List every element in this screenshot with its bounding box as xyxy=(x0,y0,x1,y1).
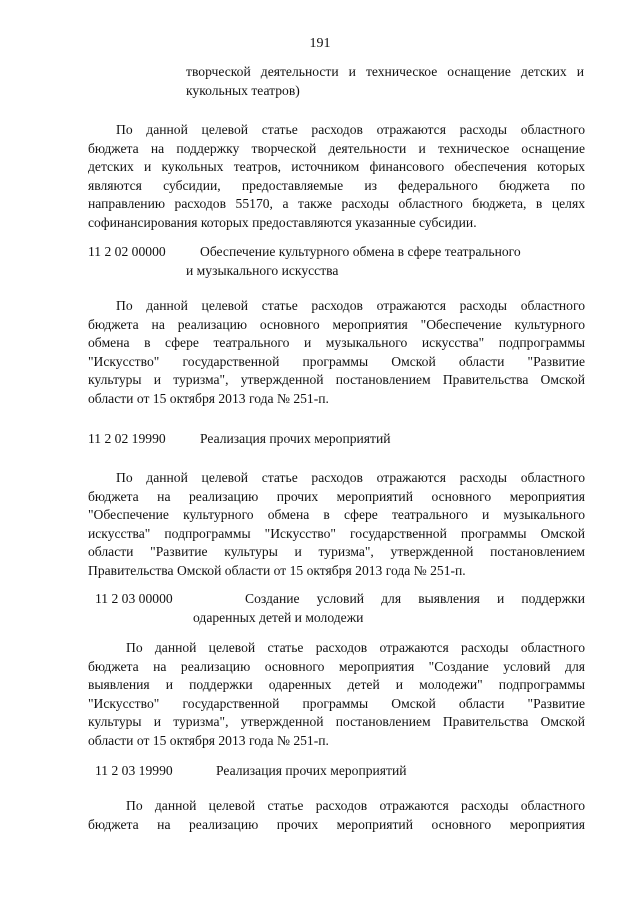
budget-code: 11 2 03 00000 xyxy=(95,591,173,606)
title-line: Создание условий для выявления и поддержки xyxy=(245,591,585,606)
text-line: области "Развитие культуры и туризма", утвержденной постановлением xyxy=(88,544,585,559)
text-line: выявления и поддержки одаренных детей и молодежи" подпрограммы xyxy=(88,677,585,692)
paragraph xyxy=(88,639,585,750)
text-line: направлению расходов 55170, а также расходы областного бюджета, в целях xyxy=(88,196,585,211)
section-title: Реализация прочих мероприятий xyxy=(200,431,391,446)
section-title xyxy=(186,243,584,280)
text-line: По данной целевой статье расходов отражаются расходы областного xyxy=(116,122,585,137)
text-line: По данной целевой статье расходов отражаются расходы областного xyxy=(126,798,585,813)
text-line: являются субсидии, предоставляемые из федерального бюджета по xyxy=(88,177,585,193)
text-line: творческой деятельности и техническое оснащение детских и xyxy=(186,64,584,79)
budget-code: 11 2 03 19990 xyxy=(95,763,173,778)
text-line: детских и кукольных театров, источником финансового обеспечения которых xyxy=(88,159,585,174)
title-line: и музыкального искусства xyxy=(186,262,339,278)
budget-code: 11 2 02 00000 xyxy=(88,244,166,259)
text-line: области от 15 октября 2013 года № 251-п. xyxy=(88,390,329,406)
text-line: культуры и туризма", утвержденной постановлением Правительства Омской xyxy=(88,714,585,729)
title-line: одаренных детей и молодежи xyxy=(193,609,364,625)
text-line: По данной целевой статье расходов отражаются расходы областного xyxy=(116,298,585,313)
text-line: бюджета на реализацию прочих мероприятий основного мероприятия xyxy=(88,816,585,832)
text-line: Правительства Омской области от 15 октября 2013 года № 251-п. xyxy=(88,562,466,578)
text-line: "Искусство" государственной программы Омской области "Развитие xyxy=(88,695,585,711)
page-number: 191 xyxy=(309,36,331,51)
text-line: По данной целевой статье расходов отражаются расходы областного xyxy=(126,640,585,655)
text-line: кукольных театров) xyxy=(186,82,300,98)
text-line: обмена в сфере театрального и музыкального искусства" подпрограммы xyxy=(88,335,585,350)
text-line: софинансирования которых предоставляются указанные субсидии. xyxy=(88,214,477,230)
text-line: бюджета на поддержку творческой деятельности и техническое оснащение xyxy=(88,140,585,156)
continuation-text xyxy=(186,63,584,100)
text-line: бюджета на реализацию прочих мероприятий основного мероприятия xyxy=(88,488,585,504)
section-title xyxy=(193,590,585,627)
paragraph xyxy=(88,121,585,232)
section-title: Реализация прочих мероприятий xyxy=(216,763,407,778)
text-line: бюджета на реализацию основного мероприятия "Обеспечение культурного xyxy=(88,316,585,332)
text-line: "Искусство" государственной программы Омской области "Развитие xyxy=(88,353,585,369)
text-line: бюджета на реализацию основного мероприятия "Создание условий для xyxy=(88,658,585,674)
paragraph xyxy=(88,469,585,580)
text-line: По данной целевой статье расходов отражаются расходы областного xyxy=(116,470,585,485)
text-line: области от 15 октября 2013 года № 251-п. xyxy=(88,732,329,748)
text-line: "Обеспечение культурного обмена в сфере театрального и музыкального xyxy=(88,507,585,522)
paragraph xyxy=(88,797,585,834)
text-line: искусства" подпрограммы "Искусство" государственной программы Омской xyxy=(88,525,585,541)
paragraph xyxy=(88,297,585,408)
budget-code: 11 2 02 19990 xyxy=(88,431,166,446)
title-line: Обеспечение культурного обмена в сфере театрального xyxy=(200,244,521,259)
text-line: культуры и туризма", утвержденной постановлением Правительства Омской xyxy=(88,372,585,387)
